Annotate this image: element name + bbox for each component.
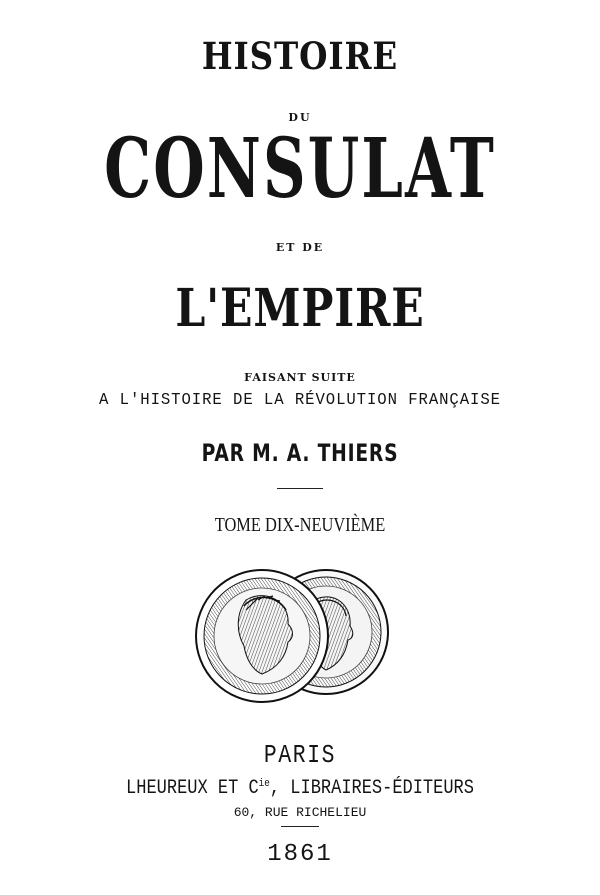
twin-medallion-illustration	[194, 560, 394, 710]
title-empire: L'EMPIRE	[175, 278, 425, 339]
publisher-superscript: ie	[258, 778, 270, 790]
title-consulat: CONSULAT	[104, 121, 496, 217]
subtitle-line-2: A L'HISTOIRE DE LA RÉVOLUTION FRANÇAISE	[99, 391, 501, 410]
imprint-year: 1861	[267, 841, 333, 868]
imprint-address: 60, RUE RICHELIEU	[233, 805, 367, 820]
divider-rule-bottom	[281, 826, 319, 827]
title-et-de: ET DE	[275, 241, 325, 254]
author-line: PAR M. A. THIERS	[201, 439, 399, 467]
volume-label: TOME DIX-NEUVIÈME	[214, 514, 386, 536]
publisher-role: , LIBRAIRES-ÉDITEURS	[269, 777, 474, 800]
divider-rule-top	[277, 488, 323, 489]
publisher-name: LHEUREUX ET C	[126, 777, 259, 800]
title-histoire: HISTOIRE	[201, 34, 399, 78]
title-du: DU	[288, 111, 312, 124]
imprint-city: PARIS	[263, 740, 337, 770]
imprint-publisher	[45, 779, 555, 799]
subtitle-line-1: FAISANT SUITE	[244, 371, 356, 384]
medal-left	[196, 570, 328, 702]
